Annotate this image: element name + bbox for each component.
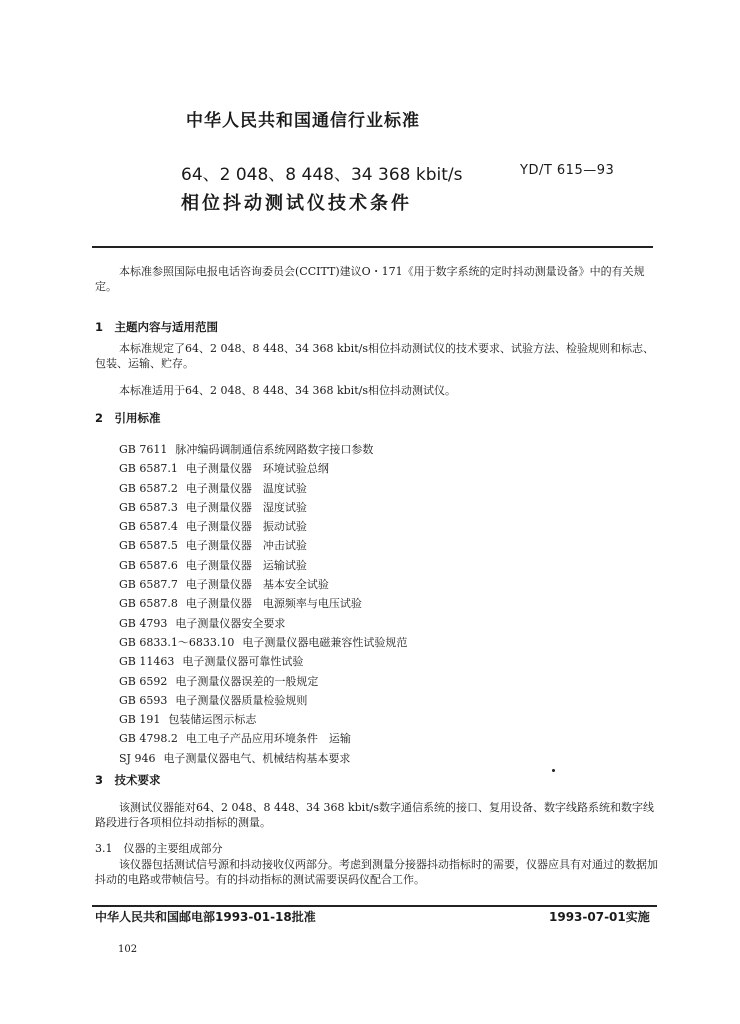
scan-speck: [552, 769, 555, 772]
reference-code: GB 4798.2: [119, 732, 178, 746]
reference-code: GB 6587.3: [119, 500, 178, 514]
reference-title: 电子测量仪器 湿度试验: [185, 500, 307, 514]
reference-title: 电子测量仪器可靠性试验: [182, 655, 304, 669]
reference-title: 电子测量仪器 振动试验: [185, 520, 307, 534]
section-3-1-paragraph: 该仪器包括测试信号源和抖动接收仪两部分。考虑到测量分接器抖动指标时的需要，仪器应具有对通过的数据加抖动的电路或带帧信号。有的抖动指标的测试需要误码仪配合工作。: [95, 858, 658, 886]
reference-code: GB 6587.8: [119, 597, 178, 611]
reference-code: GB 6587.6: [119, 558, 178, 572]
section-1-paragraph-2: 本标准适用于64、2 048、8 448、34 368 kbit/s相位抖动测试仪。: [119, 384, 456, 397]
reference-title: 电子测量仪器 冲击试验: [185, 539, 307, 553]
reference-item: [119, 672, 407, 691]
reference-title: 电子测量仪器误差的一般规定: [175, 674, 319, 688]
reference-item: [119, 749, 407, 768]
reference-title: 电子测量仪器质量检验规则: [175, 693, 308, 707]
reference-code: GB 6833.1～6833.10: [119, 635, 235, 649]
reference-title: 包装储运图示标志: [168, 713, 257, 727]
issuer-title: 中华人民共和国通信行业标准: [186, 111, 420, 131]
reference-code: GB 6587.1: [119, 462, 178, 476]
reference-title: 电工电子产品应用环境条件 运输: [185, 732, 351, 746]
reference-title: 电子测量仪器 环境试验总纲: [185, 462, 329, 476]
reference-item: [119, 440, 407, 459]
reference-title: 电子测量仪器 温度试验: [185, 481, 307, 495]
reference-item: [119, 556, 407, 575]
reference-code: GB 11463: [119, 655, 175, 669]
footer-divider: [92, 905, 657, 907]
standard-number: YD/T 615—93: [520, 163, 615, 178]
reference-code: GB 6587.5: [119, 539, 178, 553]
reference-title: 电子测量仪器安全要求: [175, 616, 286, 630]
reference-item: [119, 691, 407, 710]
section-3-1-heading: 3.1 仪器的主要组成部分: [95, 842, 223, 855]
reference-item: [119, 498, 407, 517]
reference-list: [119, 440, 407, 768]
reference-code: GB 7611: [119, 443, 168, 456]
section-2-heading: 2 引用标准: [95, 411, 161, 425]
reference-item: [119, 633, 407, 652]
reference-code: SJ 946: [119, 751, 156, 765]
reference-item: [119, 479, 407, 498]
reference-item: [119, 459, 407, 478]
reference-title: 电子测量仪器 电源频率与电压试验: [185, 597, 362, 611]
reference-item: [119, 729, 407, 748]
reference-title: 脉冲编码调制通信系统网路数字接口参数: [175, 443, 374, 456]
section-1-heading: 1 主题内容与适用范围: [95, 320, 219, 334]
reference-title: 电子测量仪器电气、机械结构基本要求: [163, 751, 351, 765]
section-3-paragraph: 该测试仪器能对64、2 048、8 448、34 368 kbit/s数字通信系统的接口、复用设备、数字线路系统和数字线路段进行各项相位抖动指标的测量。: [95, 801, 654, 829]
section-1-paragraph-1: 本标准规定了64、2 048、8 448、34 368 kbit/s相位抖动测试仪的技术要求、试验方法、检验规则和标志、包装、运输、贮存。: [95, 342, 654, 370]
reference-item: [119, 517, 407, 536]
reference-item: [119, 710, 407, 729]
page-number: 102: [118, 944, 138, 955]
reference-title: 电子测量仪器 基本安全试验: [185, 578, 329, 592]
reference-item: [119, 594, 407, 613]
reference-item: [119, 614, 407, 633]
reference-code: GB 6592: [119, 674, 168, 688]
reference-item: [119, 652, 407, 671]
reference-title: 电子测量仪器 运输试验: [185, 558, 307, 572]
section-3-heading: 3 技术要求: [95, 773, 161, 787]
rate-line: 64、2 048、8 448、34 368 kbit/s: [181, 165, 463, 185]
reference-item: [119, 536, 407, 555]
approval-line: 中华人民共和国邮电部1993-01-18批准: [95, 910, 316, 924]
reference-code: GB 4793: [119, 616, 168, 630]
reference-code: GB 6593: [119, 693, 168, 707]
document-title: 相位抖动测试仪技术条件: [181, 193, 412, 214]
intro-paragraph: 本标准参照国际电报电话咨询委员会(CCITT)建议O・171《用于数字系统的定时抖动测量设备》中的有关规定。: [95, 265, 645, 293]
reference-code: GB 191: [119, 713, 161, 727]
header-divider: [92, 246, 653, 248]
reference-item: [119, 575, 407, 594]
reference-code: GB 6587.2: [119, 481, 178, 495]
reference-title: 电子测量仪器电磁兼容性试验规范: [242, 635, 408, 649]
reference-code: GB 6587.4: [119, 520, 178, 534]
effective-date: 1993-07-01实施: [549, 910, 650, 924]
reference-code: GB 6587.7: [119, 578, 178, 592]
